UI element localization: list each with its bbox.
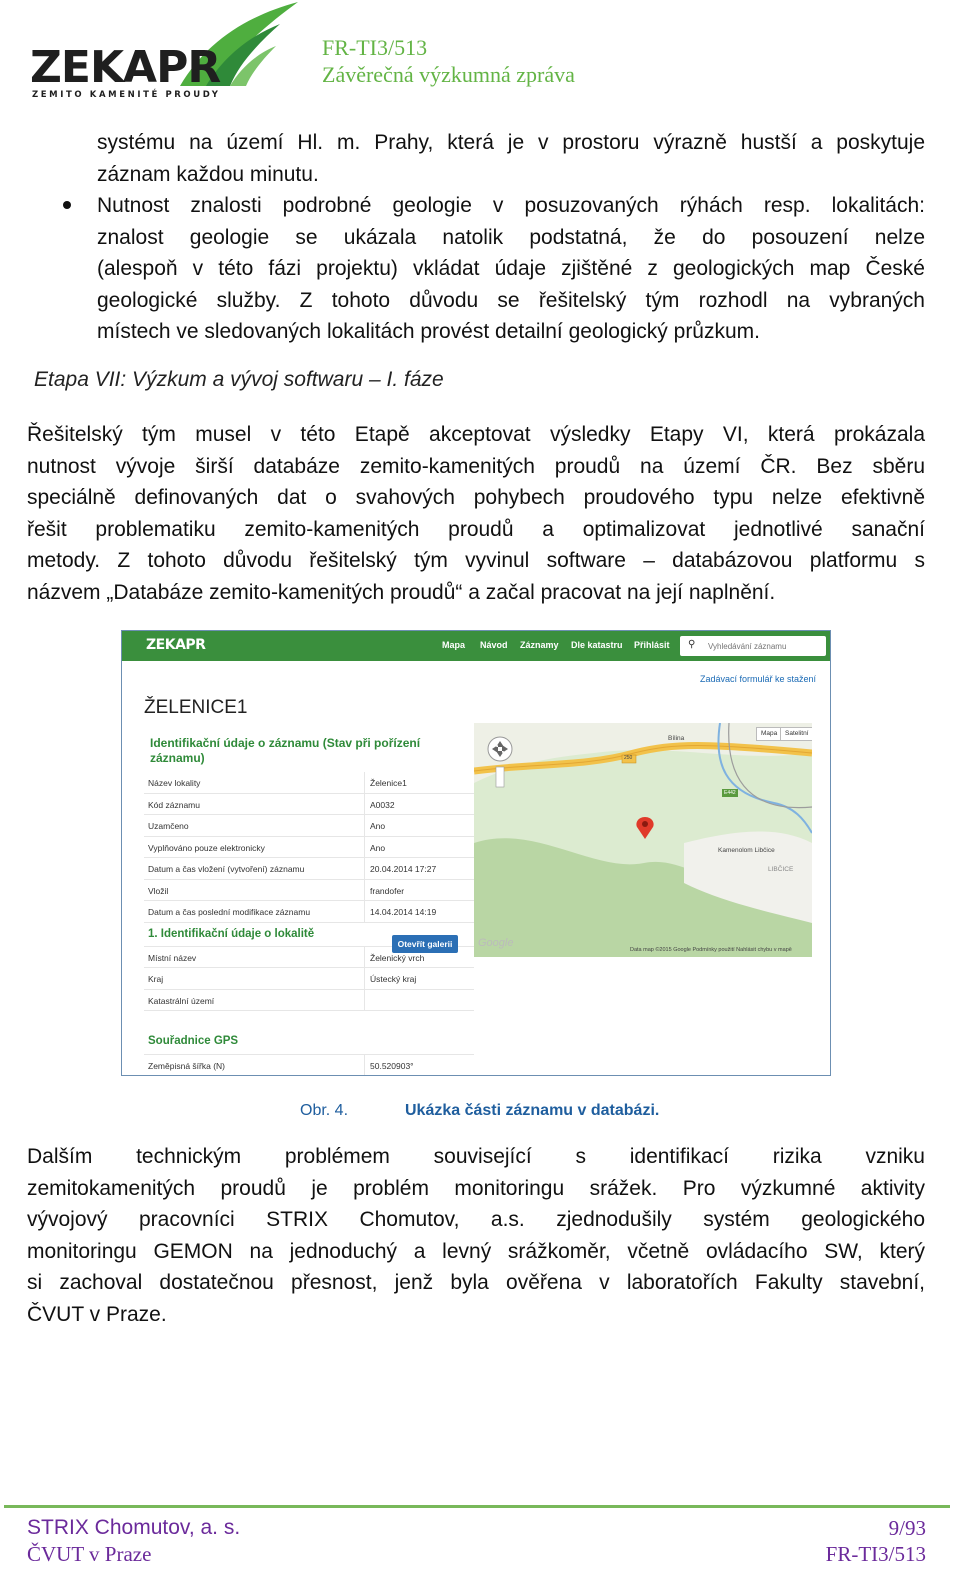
row-key: Zeměpisná šířka (N)	[148, 1061, 225, 1071]
header-project-code: FR-TI3/513	[322, 35, 428, 60]
text-line: (alespoň v této fázi projektu) vkládat údaje zjištěné z geologických map České	[97, 257, 925, 280]
search-icon[interactable]: ⚲	[688, 639, 696, 650]
open-gallery-button[interactable]: Otevřít galerii	[392, 935, 458, 953]
satellite-view-button[interactable]: Satelitní	[780, 727, 812, 741]
record-title: ŽELENICE1	[144, 697, 248, 718]
row-value: Ano	[370, 842, 386, 853]
row-key: Místní název	[148, 952, 197, 963]
text-line: vývojový pracovníci STRIX Chomutov, a.s. zjednodušily systém geologického	[27, 1208, 925, 1231]
text-line: systému na území Hl. m. Prahy, která je v prostoru výrazně hustší a poskytuje	[97, 131, 925, 154]
map-attribution: Data map ©2015 Google Podmínky použití Nahlásit chybu v mapě	[630, 947, 792, 953]
row-key: Vložil	[148, 885, 169, 896]
figure-caption-text: Ukázka části záznamu v databázi.	[405, 1102, 660, 1119]
row-key: Název lokality	[148, 778, 201, 788]
record-table	[144, 772, 474, 1076]
row-key: Uzamčeno	[148, 821, 189, 831]
text-line: zemitokamenitých proudů je problém monitoringu srážek. Pro výzkumné aktivity	[27, 1176, 925, 1200]
logo-wordmark: ZEKAPR	[30, 42, 221, 93]
table-row	[144, 901, 474, 923]
db-search-input[interactable]	[708, 638, 820, 654]
row-key: Kraj	[148, 974, 164, 984]
text-line: ČVUT v Praze.	[27, 1302, 167, 1326]
table-row	[144, 968, 474, 990]
footer-project-code: FR-TI3/513	[825, 1542, 926, 1566]
text-line: si zachoval dostatečnou přesnost, jenž byla ověřena v laboratořích Fakulty stavební,	[27, 1271, 925, 1294]
row-value: Želenice1	[370, 778, 407, 788]
form-download-link[interactable]: Zadávací formulář ke stažení	[700, 674, 817, 684]
text-line: speciálně definovaných dat o svahových pohybech proudového typu nelze efektivně	[27, 486, 925, 509]
section-title: 1. Identifikační údaje o lokalitě	[148, 927, 315, 940]
db-search-box[interactable]	[680, 636, 826, 656]
figure-caption-label: Obr. 4.	[300, 1102, 349, 1119]
map-label-quarry: Kamenolom Libčice	[718, 847, 775, 854]
text-line: znalost geologie se ukázala natolik podstatná, že do posouzení nelze	[97, 225, 925, 249]
footer-page-number: 9/93	[888, 1516, 926, 1540]
row-key: Katastrální území	[148, 995, 215, 1006]
bullet-paragraph-geology	[97, 190, 925, 348]
text-line: Nutnost znalosti podrobné geologie v posuzovaných rýhách resp. lokalitách:	[97, 194, 925, 217]
map-label-road-e442: E442	[724, 790, 736, 796]
footer-company: STRIX Chomutov, a. s.	[27, 1516, 241, 1539]
row-key: Kód záznamu	[148, 799, 200, 810]
section-row-gps	[144, 1011, 474, 1055]
location-map[interactable]	[474, 723, 812, 957]
table-row	[144, 1055, 474, 1076]
table-row	[144, 880, 474, 902]
db-menu-navod[interactable]: Návod	[480, 640, 508, 650]
db-menu-mapa[interactable]: Mapa	[442, 640, 466, 650]
text-line: místech ve sledovaných lokalitách provést detailní geologický průzkum.	[97, 320, 760, 343]
database-screenshot-figure	[121, 630, 831, 1076]
db-menu-zaznamy[interactable]: Záznamy	[520, 640, 559, 650]
db-menu-dle-katastru[interactable]: Dle katastru	[571, 640, 623, 650]
text-line: záznam každou minutu.	[97, 162, 319, 186]
db-navbar	[122, 631, 830, 661]
row-value: A0032	[370, 799, 395, 810]
row-value: 20.04.2014 17:27	[370, 864, 437, 874]
row-value: 50.520903°	[370, 1061, 414, 1071]
zekapr-logo	[28, 2, 278, 102]
table-row	[144, 815, 474, 837]
text-line: řešit problematiku zemito-kamenitých proudů a optimalizovat jednotlivé sanační	[27, 517, 925, 541]
identification-title: Identifikační údaje o záznamu (Stav při pořízení záznamu)	[150, 736, 421, 765]
table-row	[144, 990, 474, 1012]
table-row	[144, 772, 474, 794]
row-key: Vyplňováno pouze elektronicky	[148, 842, 265, 853]
section-heading-etapa-vii: Etapa VII: Výzkum a vývoj softwaru – I. fáze	[34, 368, 444, 391]
text-line: geologické služby. Z tohoto důvodu se řešitelský tým rozhodl na vybraných	[97, 288, 925, 312]
row-value: Želenický vrch	[370, 952, 425, 963]
text-line: názvem „Databáze zemito-kamenitých proudů“ a začal pracovat na její naplnění.	[27, 580, 776, 604]
map-view-button[interactable]: Mapa	[756, 727, 782, 741]
table-row	[144, 794, 474, 816]
text-line: Dalším technickým problémem související s identifikací rizika vzniku	[27, 1145, 925, 1168]
row-key: Datum a čas vložení (vytvoření) záznamu	[148, 864, 305, 874]
row-value: 14.04.2014 14:19	[370, 907, 437, 917]
row-value: Ústecký kraj	[370, 974, 417, 984]
row-value: Ano	[370, 821, 386, 831]
text-line: Řešitelský tým musel v této Etapě akceptovat výsledky Etapy VI, která prokázala	[27, 423, 925, 446]
db-menu-prihlasit[interactable]: Přihlásit	[634, 640, 670, 650]
logo-tagline: ZEMITO KAMENITÉ PROUDY	[32, 90, 221, 100]
bullet-icon	[63, 201, 71, 209]
footer-divider	[4, 1505, 950, 1508]
map-label-bilina: Bílina	[668, 735, 685, 742]
gps-title: Souřadnice GPS	[148, 1035, 239, 1047]
footer-university: ČVUT v Praze	[27, 1542, 152, 1566]
map-terrain-icon	[474, 723, 812, 957]
db-brand[interactable]: ZEKAPR	[146, 637, 206, 653]
paragraph-continuation	[97, 127, 925, 190]
map-label-libcice: LIBČICE	[768, 866, 794, 873]
text-line: metody. Z tohoto důvodu řešitelský tým vyvinul software – databázovou platformu s	[27, 549, 925, 572]
row-value: frandofer	[370, 885, 405, 896]
map-label-road-250: 250	[624, 755, 633, 761]
text-line: monitoringu GEMON na jednoduchý a levný srážkoměr, včetně ovládacího SW, který	[27, 1239, 925, 1263]
paragraph-precipitation	[27, 1141, 925, 1330]
google-logo: Google	[478, 937, 514, 949]
row-key: Datum a čas poslední modifikace záznamu	[148, 907, 311, 917]
paragraph-software	[27, 419, 925, 608]
table-row	[144, 858, 474, 880]
text-line: nutnost vývoje širší databáze zemito-kamenitých proudů na území ČR. Bez sběru	[27, 454, 925, 478]
header-report-type: Závěrečná výzkumná zpráva	[322, 62, 575, 87]
table-row	[144, 837, 474, 859]
